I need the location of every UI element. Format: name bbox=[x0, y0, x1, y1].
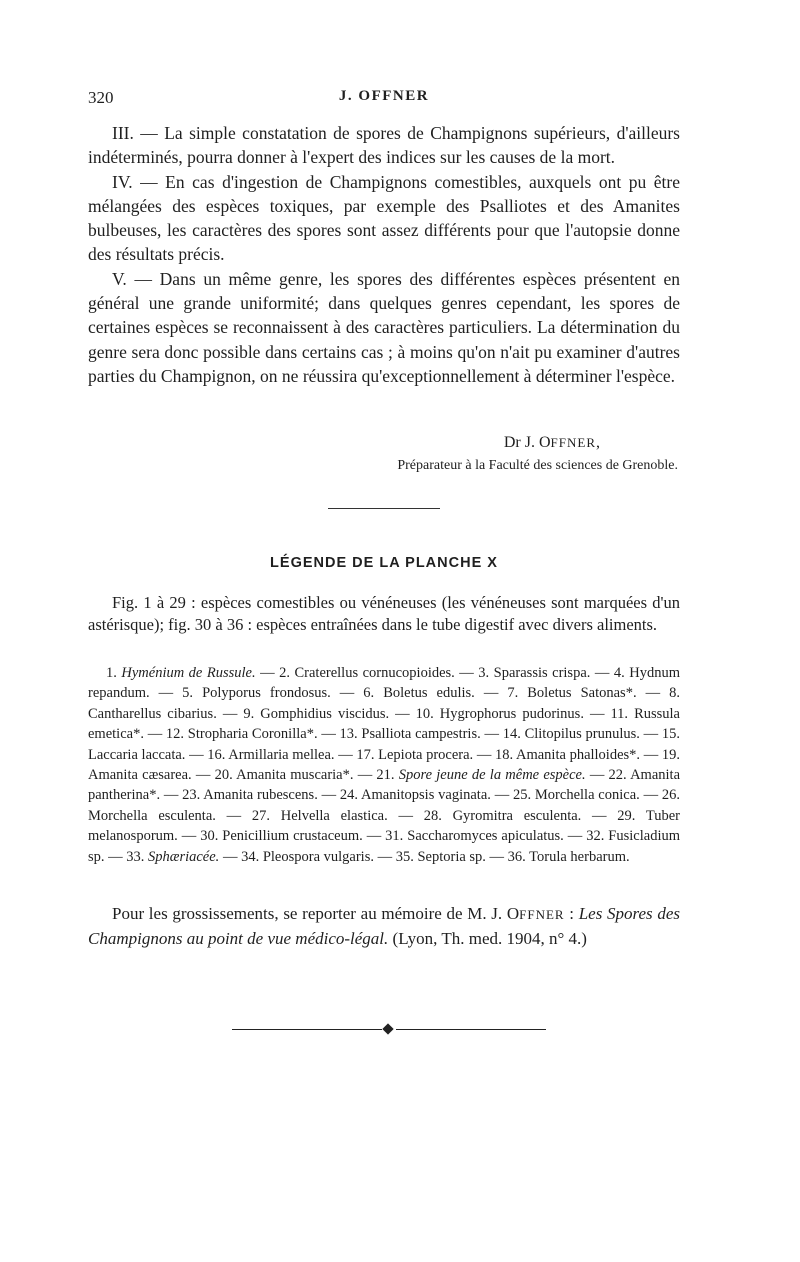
legend-item-33-label: Sphæriacée. bbox=[148, 848, 220, 865]
legend-item-1-label: Hyménium de Russule. bbox=[121, 665, 256, 681]
ornament-line-left bbox=[232, 1029, 382, 1030]
ornament-line-right bbox=[396, 1029, 546, 1030]
legend-list bbox=[88, 663, 680, 867]
footnote-lead: Pour les grossissements, se reporter au mémoire de M. J. O bbox=[112, 904, 520, 923]
footnote bbox=[88, 902, 680, 950]
legend-items-part-2: — 22. Amanita pantherina*. — 23. Amanita rubescens. — 24. Amanitopsis vaginata. — 25. Morchella conica. — 26. Morchella esculenta. — 27. Helvella elastica. — 28. Gyromitra esculenta. — 29. Tuber melanosporum. — 30. Penicillium crustaceum. — 31. Saccharomyces apiculatus. — 32. Fusicladium sp. — 33. bbox=[88, 767, 680, 865]
legend-item-1-number: 1. bbox=[106, 665, 117, 681]
signature-title: Dr bbox=[503, 434, 521, 451]
footnote-citation: (Lyon, Th. med. 1904, n° 4.) bbox=[392, 928, 587, 948]
running-header bbox=[88, 88, 680, 112]
end-ornament bbox=[232, 1024, 546, 1036]
legend-item-21-label: Spore jeune de la même espèce. bbox=[398, 767, 586, 784]
footnote-colon: : bbox=[564, 904, 574, 923]
signature-surname: FFNER bbox=[550, 435, 596, 450]
legend-items-part-1: — 2. Craterellus cornucopioides. — 3. Sparassis crispa. — 4. Hydnum repandum. — 5. Polyporus frondosus. — 6. Boletus edulis. — 7. Boletus Satonas*. — 8. Cantharellus cibarius. — 9. Gomphidius viscidus. — 10. Hygrophorus pudorinus. — 11. Russula emetica*. — 12. Stropharia Coronilla*. — 13. Psalliota campestris. — 14. Clitopilus prunulus. — 15. Laccaria laccata. — 16. Armillaria mellea. — 17. Lepiota procera. — 18. Amanita phalloides*. — 19. Amanita cæsarea. — 20. Amanita muscaria*. — 21. bbox=[88, 665, 681, 784]
main-text bbox=[88, 121, 680, 388]
legend-items bbox=[88, 663, 680, 867]
diamond-icon bbox=[382, 1023, 393, 1034]
paragraph-iii: III. — La simple constatation de spores de Champignons supérieurs, d'ailleurs indéterminés, pourra donner à l'expert des indices sur les causes de la mort. bbox=[88, 123, 680, 168]
footnote-title: Les Spores des Champignons au point de vue médico-légal. bbox=[88, 904, 680, 948]
legend-heading: LÉGENDE DE LA PLANCHE X bbox=[270, 555, 498, 571]
paragraph-iv: IV. — En cas d'ingestion de Champignons comestibles, auxquels ont pu être mélangées des espèces toxiques, par exemple des Psalliotes et des Amanites bulbeuses, les caractères des spores sont assez différents pour que l'autopsie donne des résultats précis. bbox=[88, 171, 680, 265]
signature-block bbox=[88, 434, 680, 474]
paragraph-v: V. — Dans un même genre, les spores des différentes espèces présentent en général une grande uniformité; dans quelques genres cependant, les spores de certaines espèces se reconnaissent à des caractères particuliers. La détermination du genre sera donc possible dans certains cas ; à moins qu'on n'ait pu examiner d'autres parties du Champignon, on ne réussira qu'exceptionnellement à déterminer l'espèce. bbox=[88, 268, 680, 386]
footnote-author: FFNER bbox=[519, 907, 565, 922]
header-author: J. OFFNER bbox=[338, 88, 430, 104]
legend-intro: Fig. 1 à 29 : espèces comestibles ou vénéneuses (les vénéneuses sont marquées d'un astérisque); fig. 30 à 36 : espèces entraînées dans le tube digestif avec divers aliments. bbox=[88, 593, 680, 634]
section-divider bbox=[328, 508, 440, 509]
signature-initial: J. O bbox=[524, 434, 551, 451]
signature-name: Dr J. OFFNER, bbox=[503, 434, 600, 451]
footnote-text bbox=[88, 902, 680, 950]
signature-affiliation: Préparateur à la Faculté des sciences de Grenoble. bbox=[397, 458, 678, 473]
page-number: 320 bbox=[88, 88, 114, 107]
legend-items-part-3: — 34. Pleospora vulgaris. — 35. Septoria sp. — 36. Torula herbarum. bbox=[222, 848, 630, 865]
